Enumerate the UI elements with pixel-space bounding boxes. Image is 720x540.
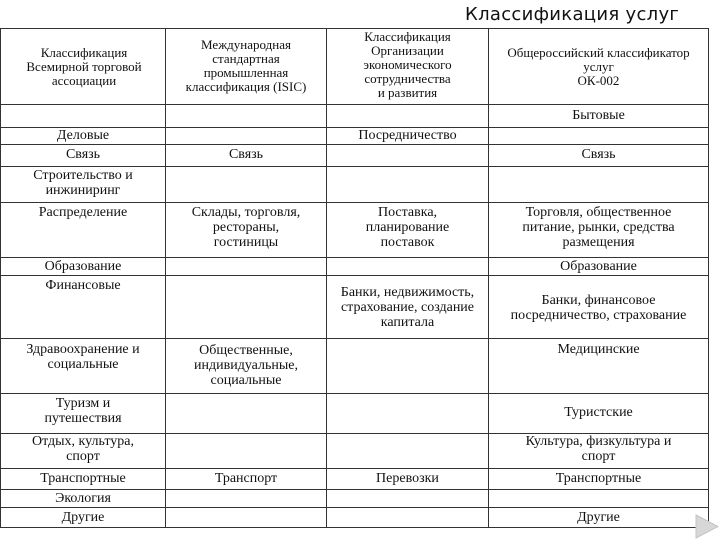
okus-culture: Культура, физкультура и спорт [525,434,672,464]
wto-other: Другие [61,510,105,525]
okus-education: Образование [560,259,637,274]
wto-financial: Финансовые [45,278,121,293]
okus-other: Другие [577,510,620,525]
isic-trade: Склады, торговля, рестораны, гостиницы [191,205,301,250]
header-oecd: Классификация Организации экономического сотрудничества и развития [363,29,452,100]
okus-communication: Связь [581,147,616,162]
okus-medical: Медицинские [557,342,640,357]
wto-business: Деловые [56,128,110,143]
page-title: Классификация услуг [465,4,680,25]
wto-transport: Транспортные [40,471,126,486]
oecd-shipping: Перевозки [376,471,439,486]
next-slide-arrow-icon[interactable] [692,513,720,540]
header-isic: Международная стандартная промышленная классификация (ISIC) [185,37,307,94]
oecd-intermediation: Посредничество [358,128,457,143]
okus-transport: Транспортные [555,471,642,486]
wto-health: Здравоохранение и социальные [26,342,140,372]
wto-ecology: Экология [55,491,111,506]
isic-communication: Связь [228,147,264,162]
wto-distribution: Распределение [38,205,128,220]
wto-communication: Связь [65,147,101,162]
header-wto: Классификация Всемирной торговой ассоциации [26,45,142,88]
oecd-supply: Поставка, планирование поставок [365,205,450,250]
wto-tourism: Туризм и путешествия [44,396,122,426]
oecd-banking: Банки, недвижимость, страхование, создание капитала [340,285,475,330]
wto-leisure: Отдых, культура, спорт [31,434,135,464]
wto-construction: Строительство и инжиниринг [33,168,133,198]
okus-household: Бытовые [572,108,625,123]
arrow-shape [696,515,718,538]
header-okus: Общероссийский классификатор услуг ОК-002 [507,45,690,88]
okus-trade: Торговля, общественное питание, рынки, средства размещения [522,205,675,250]
okus-tourism: Туристские [564,405,633,420]
okus-financial: Банки, финансовое посредничество, страхование [510,293,687,323]
isic-transport: Транспорт [214,471,278,486]
wto-education: Образование [44,259,122,274]
isic-social: Общественные, индивидуальные, социальные [194,343,298,388]
